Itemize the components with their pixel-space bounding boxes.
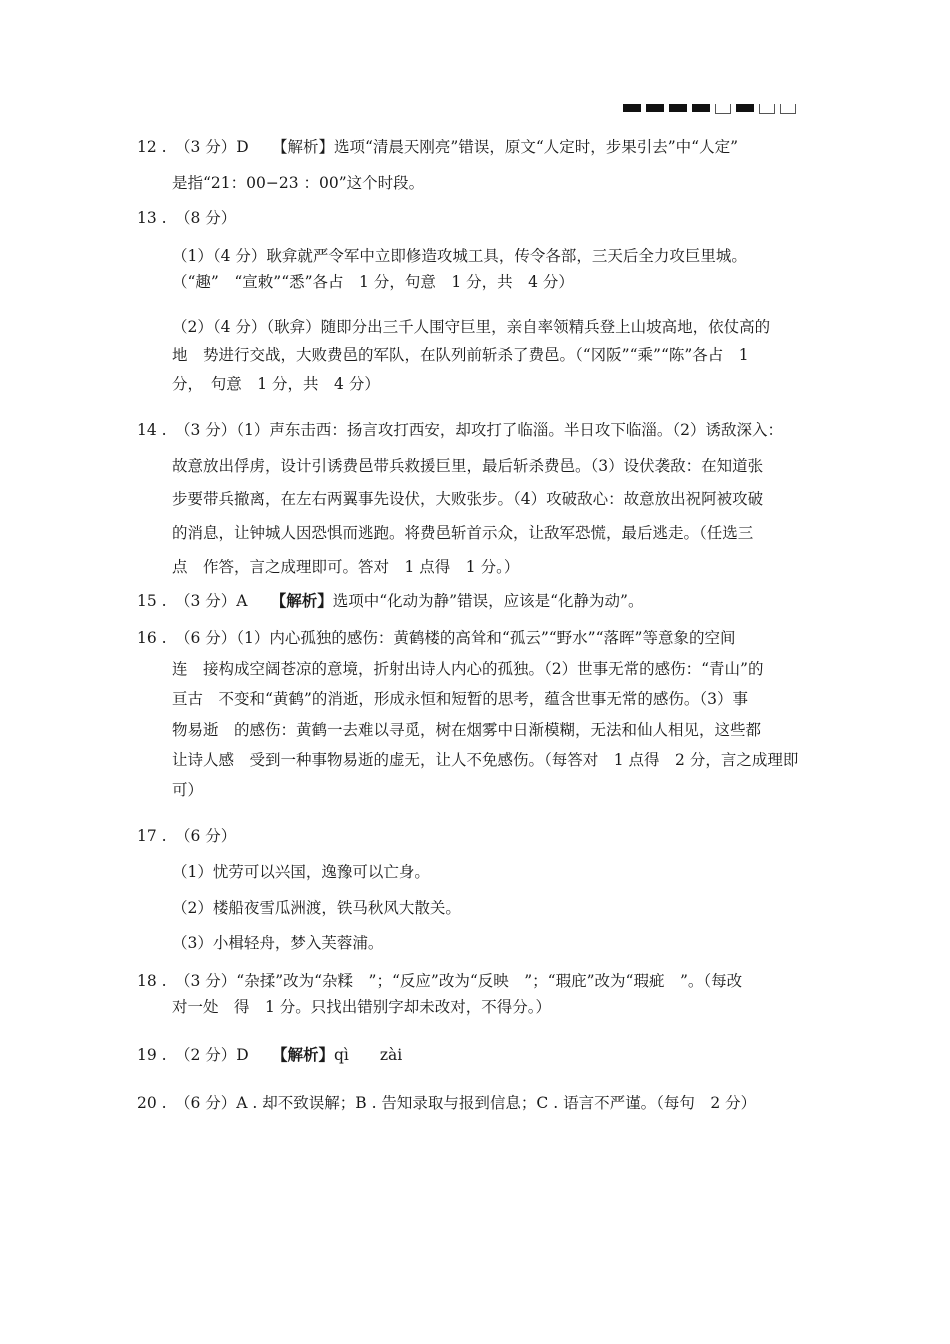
header-mark — [623, 104, 641, 112]
q17-heading: （6 分） — [175, 827, 237, 845]
q17-answer-2: （2）楼船夜雪瓜洲渡，铁马秋风大散关。 — [172, 899, 461, 917]
q16-line-5: 让诗人感 受到一种事物易逝的虚无，让人不免感伤。（每答对 1 点得 2 分，言之成理即 — [172, 751, 799, 769]
header-mark — [646, 104, 664, 112]
q16-line-2: 连 接构成空阔苍凉的意境，折射出诗人内心的孤独。（2）世事无常的感伤：“青山”的 — [172, 660, 764, 678]
q13-heading: （8 分） — [175, 209, 237, 227]
q18-number: 18 . — [137, 972, 167, 990]
q16-number: 16 . — [137, 629, 167, 647]
q16-line-3: 亘古 不变和“黄鹤”的消逝，形成永恒和短暂的思考，蕴含世事无常的感伤。（3）事 — [172, 690, 748, 708]
q18-line-1: （3 分）“杂揉”改为“杂糅 ”；“反应”改为“反映 ”；“瑕庇”改为“瑕疵 ”。（每改 — [175, 972, 743, 990]
q17-answer-3: （3）小楫轻舟，梦入芙蓉浦。 — [172, 934, 384, 952]
header-mark — [669, 104, 687, 112]
q15-answer — [175, 591, 643, 611]
q14-line-3: 步要带兵撤离，在左右两翼事先设伏，大败张步。（4）攻破敌心：故意放出祝阿被攻破 — [172, 490, 764, 508]
q17-number: 17 . — [137, 827, 167, 845]
q16-line-6: 可） — [172, 781, 204, 799]
header-marks — [623, 104, 796, 114]
header-mark — [780, 104, 796, 114]
q12-number: 12 . — [137, 138, 167, 156]
q14-line-4: 的消息，让钟城人因恐惧而逃跑。将费邑斩首示众，让敌军恐慌，最后逃走。（任选三 — [172, 524, 754, 542]
q15-answer-choice: （3 分）A — [175, 592, 279, 610]
q13-part1-line-1: （1）（4 分）耿弇就严令军中立即修造攻城工具，传令各部，三天后全力攻巨里城。 — [172, 247, 747, 265]
q20-line-1: （6 分）A . 却不致误解；B . 告知录取与报到信息；C . 语言不严谨。（每句 2 分） — [175, 1094, 757, 1112]
q19-analysis-text: qì zài — [333, 1046, 403, 1064]
q13-part2-line-2: 地 势进行交战，大败费邑的军队，在队列前斩杀了费邑。（“冈阪”“乘”“陈”各占 1 — [172, 346, 749, 364]
q15-analysis-text: 选项中“化动为静”错误，应该是“化静为动”。 — [332, 592, 644, 610]
q14-number: 14 . — [137, 421, 167, 439]
header-mark — [715, 104, 731, 114]
q14-line-2: 故意放出俘虏，设计引诱费邑带兵救援巨里，最后斩杀费邑。（3）设伏袭敌：在知道张 — [172, 457, 764, 475]
header-mark — [736, 104, 754, 112]
q13-number: 13 . — [137, 209, 167, 227]
q15-analysis-tag: 【解析】 — [278, 591, 333, 610]
q16-line-1: （6 分）（1）内心孤独的感伤：黄鹤楼的高耸和“孤云”“野水”“落晖”等意象的空间 — [175, 629, 736, 647]
q12-line-1: （3 分）D 【解析】选项“清晨天刚亮”错误，原文“人定时，步果引去”中“人定” — [175, 138, 739, 156]
q14-line-5: 点 作答，言之成理即可。答对 1 点得 1 分。） — [172, 558, 520, 576]
q13-part2-line-1: （2）（4 分）（耿弇）随即分出三千人围守巨里，亲自率领精兵登上山坡高地，依仗高的 — [172, 318, 771, 336]
q13-part1-line-2: （“趣” “宣敕”“悉”各占 1 分，句意 1 分，共 4 分） — [172, 273, 574, 291]
q16-line-4: 物易逝 的感伤：黄鹤一去难以寻觅，树在烟雾中日渐模糊，无法和仙人相见，这些都 — [172, 721, 762, 739]
q19-answer — [175, 1045, 402, 1065]
header-mark — [759, 104, 775, 114]
q19-number: 19 . — [137, 1046, 167, 1064]
q15-number: 15 . — [137, 592, 167, 610]
q17-answer-1: （1）忧劳可以兴国，逸豫可以亡身。 — [172, 863, 430, 881]
q14-line-1: （3 分）（1）声东击西：扬言攻打西安，却攻打了临淄。半日攻下临淄。（2）诱敌深入： — [175, 421, 784, 439]
header-mark — [692, 104, 710, 112]
q18-line-2: 对一处 得 1 分。只找出错别字却未改对，不得分。） — [172, 998, 552, 1016]
q12-line-2: 是指“21：00−23 ：00”这个时段。 — [172, 174, 425, 192]
q19-analysis-tag: 【解析】 — [279, 1045, 334, 1064]
q20-number: 20 . — [137, 1094, 167, 1112]
q19-answer-choice: （2 分）D — [175, 1046, 280, 1064]
q13-part2-line-3: 分， 句意 1 分，共 4 分） — [172, 375, 380, 393]
